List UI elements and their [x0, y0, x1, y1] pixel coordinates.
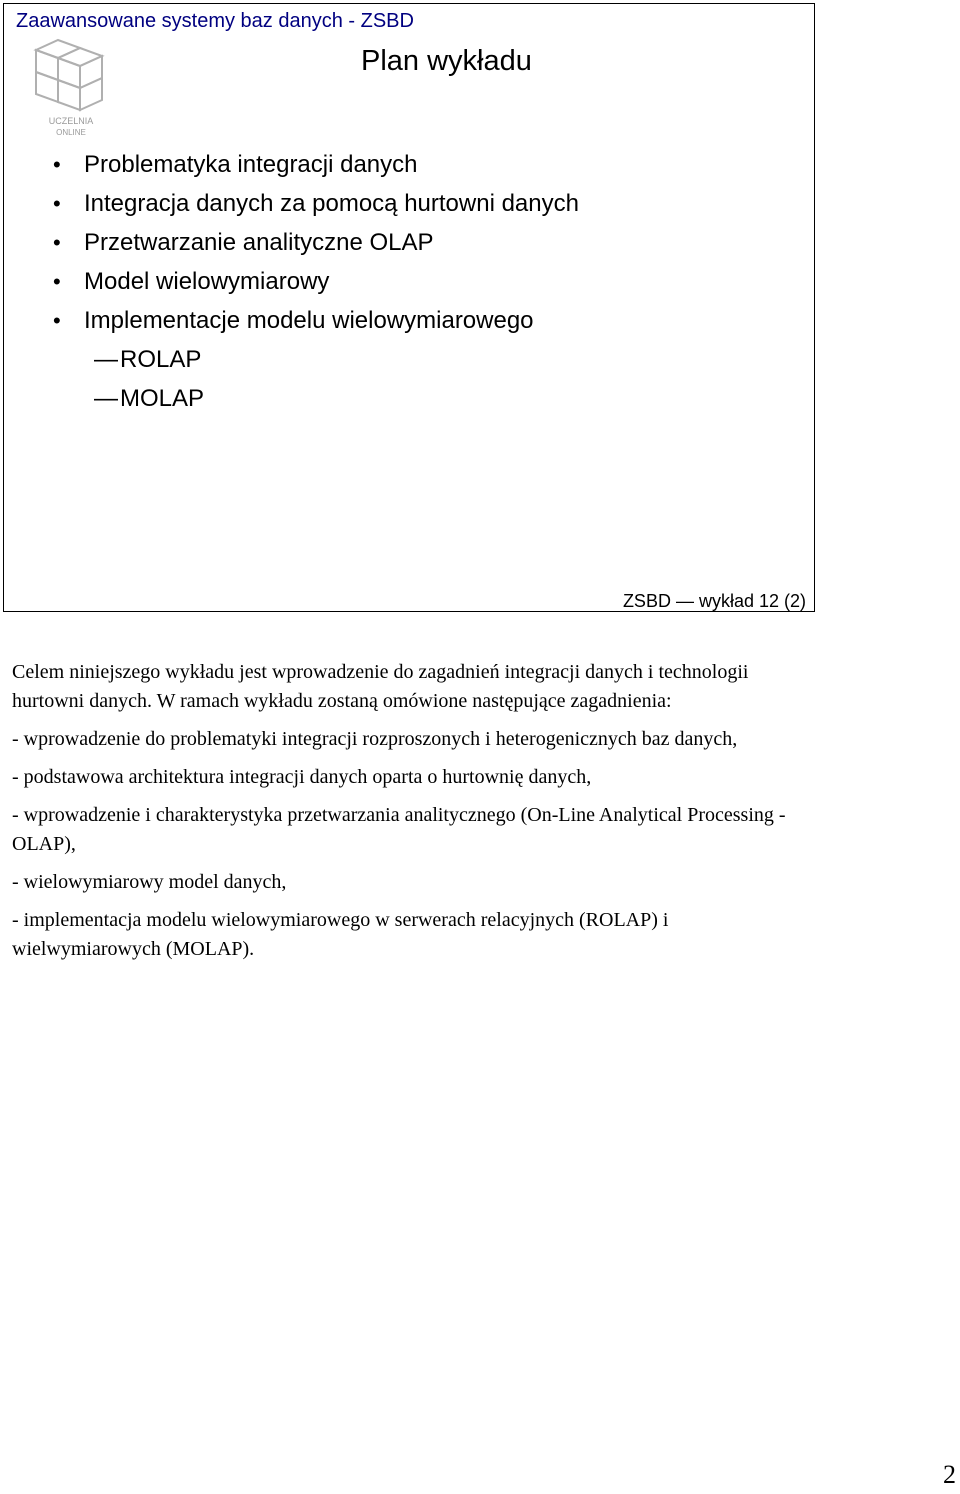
- bullet-marker: •: [53, 308, 61, 333]
- bullet-text: Model wielowymiarowy: [84, 268, 330, 295]
- notes-paragraph: Celem niniejszego wykładu jest wprowadzenie do zagadnień integracji danych i technologii hurtowni danych. W ramach wykładu zostaną omówione następujące zagadnienia:: [12, 661, 749, 712]
- sub-bullet-text: ROLAP: [120, 346, 202, 373]
- logo-text-line-2: ONLINE: [56, 128, 86, 137]
- bullet-text: Integracja danych za pomocą hurtowni danych: [84, 190, 579, 217]
- notes-paragraph: - wielowymiarowy model danych,: [12, 871, 287, 893]
- university-grid-logo-icon: [28, 36, 114, 138]
- notes-paragraph: - implementacja modelu wielowymiarowego w serwerach relacyjnych (ROLAP) i wielwymiarowych (MOLAP).: [12, 909, 669, 960]
- speaker-notes: [12, 658, 812, 973]
- sub-bullet-text: MOLAP: [120, 385, 205, 412]
- bullet-marker: •: [53, 269, 61, 294]
- notes-paragraph: - wprowadzenie i charakterystyka przetwarzania analitycznego (On-Line Analytical Processing - OLAP),: [12, 804, 786, 855]
- bullet-marker: •: [53, 230, 61, 255]
- logo-text-line-1: UCZELNIA: [48, 116, 94, 126]
- bullet-marker: •: [53, 191, 61, 216]
- notes-paragraph: - wprowadzenie do problematyki integracji rozproszonych i heterogenicznych baz danych,: [12, 728, 738, 750]
- slide-frame: [3, 3, 815, 612]
- slide-footer: ZSBD — wykład 12 (2): [622, 591, 806, 611]
- dash-marker: —: [94, 346, 118, 373]
- notes-paragraph: - podstawowa architektura integracji danych oparta o hurtownię danych,: [12, 766, 592, 788]
- page-number: 2: [943, 1460, 956, 1489]
- slide-header: Zaawansowane systemy baz danych - ZSBD: [16, 10, 414, 32]
- bullet-text: Implementacje modelu wielowymiarowego: [84, 307, 534, 334]
- slide-title: Plan wykładu: [361, 45, 532, 77]
- bullet-text: Przetwarzanie analityczne OLAP: [84, 229, 434, 256]
- dash-marker: —: [94, 385, 118, 412]
- bullet-marker: •: [53, 152, 61, 177]
- bullet-text: Problematyka integracji danych: [84, 151, 418, 178]
